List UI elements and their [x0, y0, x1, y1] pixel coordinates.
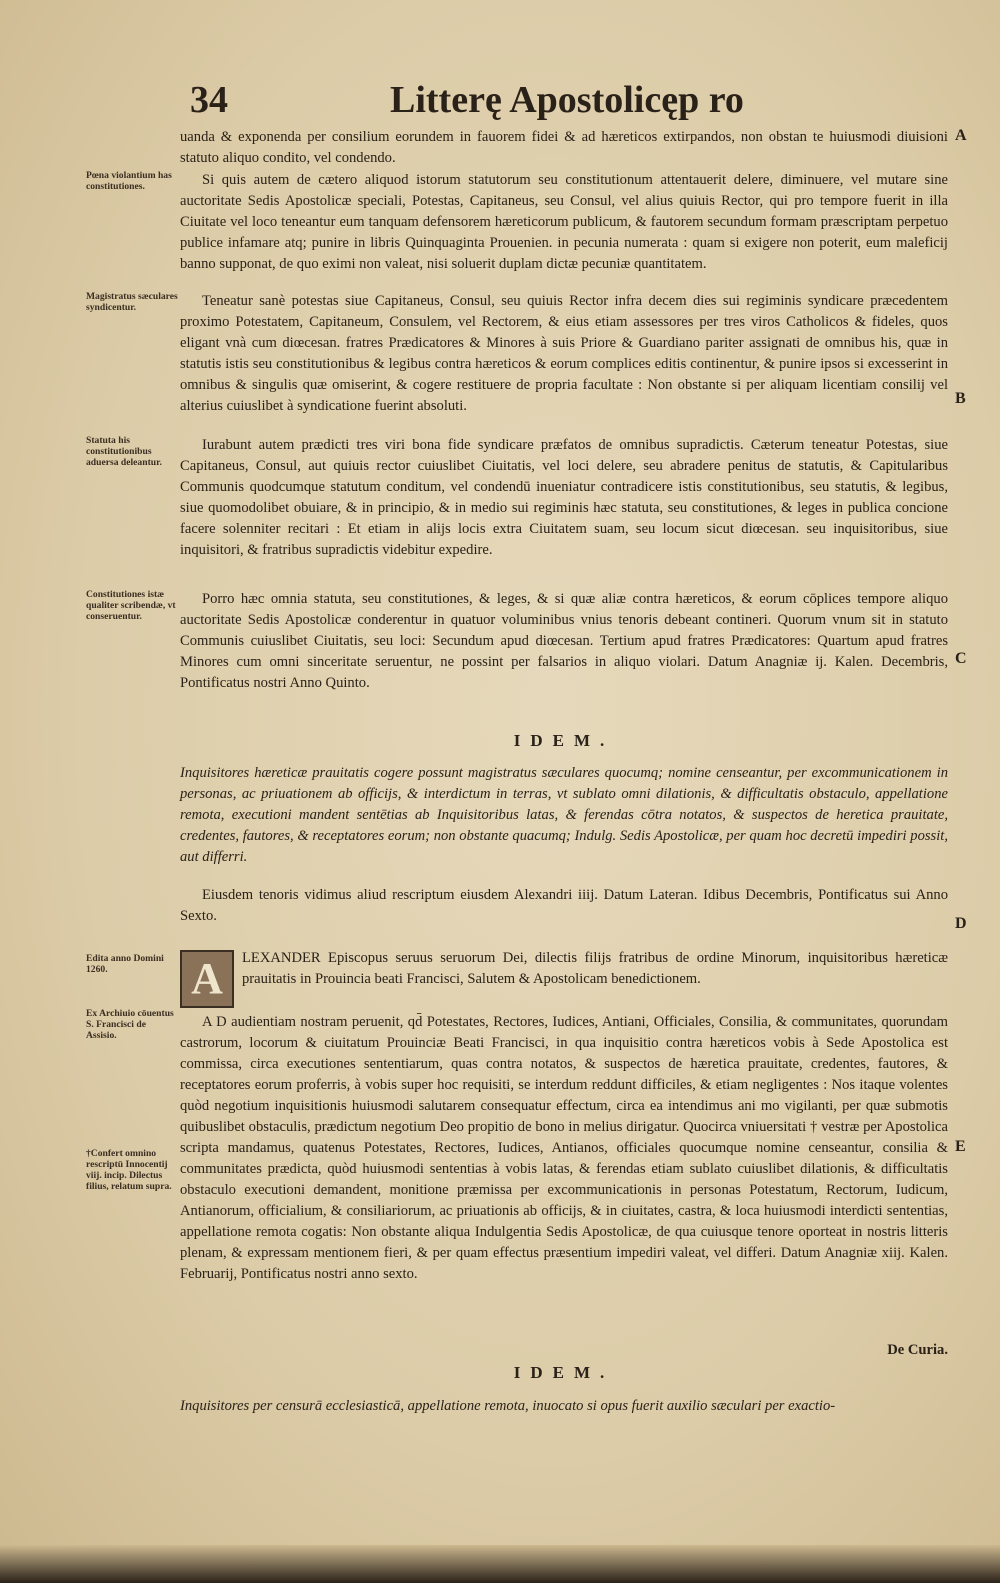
- page-edge-shadow: [0, 1545, 1000, 1583]
- summary-2: [180, 1396, 948, 1417]
- margin-note-confert: †Confert omnino rescriptū Innocentij viij. incip. Dilectus filius, relatum supra.: [86, 1148, 172, 1192]
- text-block-6: [180, 885, 948, 927]
- margin-note-constitutiones: Constitutiones istæ qualiter scribendæ, vt conseruentur.: [86, 589, 176, 622]
- paragraph-penalty: Si quis autem de cætero aliquod istorum statutorum seu constitutionum attentauerit delere, diminuere, vel mutare sine auctoritate Sedis Apostolicæ speciali, Potestas, Capitaneus, seu Consul, vel alius quiuis Rector, qui pro tempore fuerit in illa Ciuitate vel loco teneantur eum tanquam defensorem hæreticorum publicum, & fautorem secundum formam præscriptam perpetuo publice infamare atq; punire in libris Quinquaginta Prouenien. in pecunia numerata : quam si exigere non poterit, eum maleficij banno supponat, de quo eximi non valeat, nisi soluerit duplam dictæ pecuniæ quantitatem.: [180, 172, 948, 272]
- text-block-3: [180, 291, 948, 417]
- paragraph-rescript: Eiusdem tenoris vidimus aliud rescriptum eiusdem Alexandri iiij. Datum Lateran. Idibus Decembris, Pontificatus sui Anno Sexto.: [180, 887, 948, 924]
- summary-1: [180, 763, 948, 868]
- section-letter-a: A: [955, 127, 967, 144]
- margin-note-statuta: Statuta his constitutionibus aduersa deleantur.: [86, 435, 162, 468]
- text-block-4: [180, 435, 948, 561]
- text-block-5: [180, 589, 948, 694]
- page-number: 34: [190, 79, 228, 121]
- drop-cap: A: [180, 950, 234, 1008]
- section-letter-e: E: [955, 1138, 966, 1155]
- text-block-2: [180, 170, 948, 275]
- de-curia: De Curia.: [887, 1342, 948, 1358]
- paragraph-continuation: uanda & exponenda per consilium eorundem in fauorem fidei & ad hæreticos extirpandos, non obstan te huiusmodi diuisioni statuto aliquo condito, vel condendo.: [180, 129, 948, 166]
- summary-text-1: Inquisitores hæreticæ prauitatis cogere possunt magistratus sæculares quocumq; nomine censeantur, per excommunicationem in personas, ac priuationem ab officijs, & interdictum in terras, vt sublato omni dilationis, & difficultatis obstaculo, appellatione remota, executioni mandent sentētias ab Inquisitoribus latas, & ferendas cōtra notatos, & suspectos de heretica prauitate, credentes, fautores, & receptatores eorum; non obstante quacumq; Indulg. Sedis Apostolicæ, per quam hoc decretū impediri possit, aut differri.: [180, 765, 948, 865]
- margin-note-poena: Pœna violantium has constitutiones.: [86, 170, 172, 192]
- margin-note-edita: Edita anno Domini 1260.: [86, 953, 164, 975]
- text-block-1: [180, 127, 948, 169]
- text-block-8: [180, 1012, 948, 1285]
- running-title: Litterę Apostolicęp ro: [390, 79, 744, 121]
- paragraph-audientiam: A D audientiam nostram peruenit, qd̄ Potestates, Rectores, Iudices, Antiani, Officiales, Consilia, & communitates, quorundam castrorum, locorum & ciuitatum Prouinciæ Beati Francisci, in qua inquisitio contra hæreticos vobis à Sede Apostolica est commissa, circa executiones sententiarum, quas contra notatos, & suspectos de hæretica prauitate, credentes, fautores, & receptatores eorum proferris, à vobis super hoc requisiti, se interdum reddunt difficiles, & etiam negligentes : Nos itaque volentes quòd negotium inquisitionis huiusmodi salutarem consequatur effectum, circa ea intendimus ani mo vigilanti, per quæ submotis quibuslibet obstaculis, prædictum negotium Deo propitio de bono in melius dirigatur. Quocirca vniuersitati † vestræ per Apostolica scripta mandamus, quatenus Potestates, Rectores, Iudices, Antianos, officiales quocumque nomine censeantur, consilia & communitates prædicta, quòd huiusmodi sententias à vobis latas, & ferendas etiam sublato cuiuslibet dilationis, & difficultatis obstaculo executioni demandent, monitione præmissa per excommunicationis in personas Potestatum, Rectorum, Iudicum, Antianorum, officialium, & consiliariorum, ac priuationis ab officijs, & in ciuitates, castra, & loca huiusmodi interdicti sententias, appellatione remota cogatis: Non obstante aliqua Indulgentia Sedis Apostolicæ, de qua cuiusque tenore oporteat in nostris litteris plenam, & expressam mentionem fieri, & per quam effectus præsentium impediri valeat, vel differi. Datum Anagniæ xiij. Kalen. Februarij, Pontificatus nostri anno sexto.: [180, 1014, 948, 1282]
- heading-idem-1: IDEM.: [513, 731, 615, 750]
- paragraph-syndication: Teneatur sanè potestas siue Capitaneus, Consul, seu quiuis Rector infra decem dies sui regiminis syndicare præcedentem proximo Potestatem, Capitaneum, Consulem, vel Rectorem, & eius etiam assessores per tres viros Catholicos & fideles, quos eligant vnà cum diœcesan. fratres Prædicatores & Minores à suis Priore & Guardiano pariter assignati de omnibus his, quæ in statutis istis seu constitutionibus & legibus contra hæreticos & eorum complices editis continentur, & punire ipsos si excesserint in omnibus & singulis quæ omiserint, & cogere restituere de propria facultate : Non obstante si per aliquam licentiam consilij vel alterius cuiuslibet à syndicatione fuerint absoluti.: [180, 293, 948, 414]
- paragraph-salutation: [180, 948, 948, 1003]
- section-letter-c: C: [955, 650, 967, 667]
- margin-note-magistratus: Magistratus sæculares syndicentur.: [86, 291, 178, 313]
- paragraph-oath: Iurabunt autem prædicti tres viri bona fide syndicare præfatos de omnibus supradictis. Cæterum teneatur Potestas, siue Capitaneus, Consul, aut quiuis rector cuiuslibet Ciuitatis, vel loci delere, seu abradere penitus de statutis, & Capitularibus Communis quodcumque statutum conditum, vel condendū inueniatur contradicere istis constitutionibus, seu statutis, & legibus, siue quomodolibet obuiare, & in principio, & in medio sui regiminis hæc statuta, seu constitutiones, & leges in publica concione facere solenniter recitari : Et etiam in alijs locis extra Ciuitatem suam, seu locum sicut diœcesan. seu inquisitoribus, siue inquisitori, & fratribus supradictis videbitur expedire.: [180, 437, 948, 558]
- section-letter-d: D: [955, 915, 967, 932]
- summary-text-2: Inquisitores per censurā ecclesiasticā, appellatione remota, inuocato si opus fuerit auxilio sæculari per exactio-: [180, 1398, 836, 1414]
- margin-note-archiuio: Ex Archiuio cōuentus S. Francisci de Assisio.: [86, 1008, 174, 1041]
- section-letter-b: B: [955, 390, 966, 407]
- salutation-text: LEXANDER Episcopus seruus seruorum Dei, dilectis filijs fratribus de ordine Minorum, inquisitoribus hæreticæ prauitatis in Prouincia beati Francisci, Salutem & Apostolicam benedictionem.: [242, 950, 948, 987]
- text-block-7: [180, 948, 948, 1008]
- paragraph-volumes: Porro hæc omnia statuta, seu constitutiones, & leges, & si quæ aliæ contra hæreticos, & eorum cōplices tempore aliquo auctoritate Sedis Apostolicæ conderentur in quatuor voluminibus vnius tenoris debeant contineri. Quorum vnum sit in statuto Communis cuiuslibet Ciuitatis, seu loci: Secundum apud diœcesan. Tertium apud fratres Prædicatores: Quartum apud fratres Minores cum omni sinceritate seruentur, ne possint per falsarios in aliquo violari. Datum Anagniæ ij. Kalen. Decembris, Pontificatus nostri Anno Quinto.: [180, 591, 948, 691]
- heading-idem-2: IDEM.: [513, 1363, 615, 1382]
